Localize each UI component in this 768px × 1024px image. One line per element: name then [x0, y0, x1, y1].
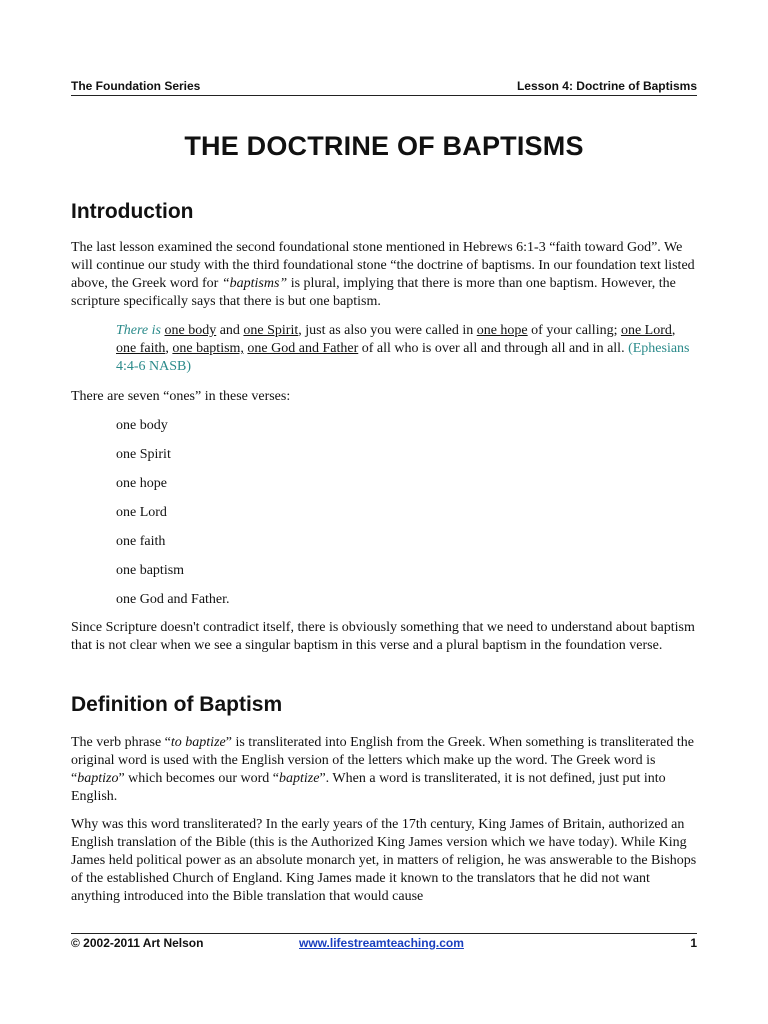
quote-one-lord: one Lord: [620, 323, 672, 338]
quote-text-1: , just as also you were called in: [298, 323, 477, 338]
list-item: one body: [116, 418, 168, 433]
list-item: one hope: [116, 476, 167, 491]
def-p1-text-a: The verb phrase “: [71, 735, 171, 750]
definition-paragraph-2: Why was this word transliterated? In the early years of the 17th century, King James of Britain, authorized an English translation of the Bible (this is the Authorized King James version which we have today). While King James held political power as an absolute monarch yet, in matters of religion, he was answerable to the Bishops of the established Church of England. King James made it known to the translators that he did not want anything introduced into the Bible translation that would cause: [71, 817, 697, 904]
list-item: one God and Father.: [116, 592, 230, 607]
quote-one-spirit: one Spirit: [243, 323, 299, 338]
definition-heading: Definition of Baptism: [71, 693, 283, 716]
quote-text-2: of your calling;: [527, 323, 621, 338]
scripture-reference: (Ephesians 4:4-6 NASB): [116, 341, 690, 374]
page-footer: [71, 936, 697, 952]
series-title: The Foundation Series: [71, 79, 201, 93]
intro-p1-emphasis: “baptisms”: [221, 276, 288, 291]
list-item: one baptism: [116, 563, 185, 578]
quote-one-baptism: one baptism,: [172, 341, 244, 356]
copyright: © 2002-2011 Art Nelson: [71, 936, 204, 950]
definition-paragraph-1: [71, 734, 697, 806]
quote-tail: of all who is over all and through all and in all.: [358, 341, 629, 356]
list-item: one Spirit: [116, 447, 171, 462]
intro-p1-text-b: is plural, implying that there is more than one baptism. However, the scripture specifically says that there is but one baptism.: [71, 276, 676, 309]
quote-one-body: one body: [164, 323, 217, 338]
lesson-title: Lesson 4: Doctrine of Baptisms: [516, 79, 697, 93]
quote-sep-2: ,: [165, 341, 173, 356]
list-item: one faith: [116, 534, 166, 549]
def-p1-text-d: ”. When a word is transliterated, it is not defined, just put into English.: [71, 771, 666, 804]
intro-p1-text-a: The last lesson examined the second foundational stone mentioned in Hebrews 6:1-3 “faith toward God”. We will continue our study with the third foundational stone “the doctrine of baptisms. In our foundation text listed above, the Greek word for: [71, 240, 695, 291]
quote-sep-1: ,: [671, 323, 676, 338]
website-link[interactable]: www.lifestreamteaching.com: [299, 936, 464, 950]
footer-divider: [71, 933, 697, 934]
page-header: [71, 79, 697, 95]
document-title: THE DOCTRINE OF BAPTISMS: [184, 131, 584, 161]
list-item: one Lord: [116, 505, 167, 520]
quote-one-faith: one faith: [116, 341, 166, 356]
def-p1-emphasis-3: baptize: [279, 771, 320, 786]
quote-and: and: [216, 323, 244, 338]
scripture-quote: [116, 322, 696, 376]
introduction-paragraph-3: Since Scripture doesn't contradict itself, there is obviously something that we need to understand about baptism that is not clear when we see a singular baptism in this verse and a plural baptism in the foundation verse.: [71, 620, 695, 653]
page-number: 1: [690, 936, 697, 950]
def-p1-text-c: ” which becomes our word “: [118, 771, 280, 786]
quote-one-hope: one hope: [476, 323, 528, 338]
introduction-paragraph-1: [71, 239, 697, 311]
def-p1-text-b: ” is transliterated into English from the Greek. When something is transliterated the original word is used with the English version of the letters which make up the word. The Greek word is “: [71, 735, 694, 786]
introduction-paragraph-2: There are seven “ones” in these verses:: [71, 389, 291, 404]
ones-list: [116, 417, 230, 620]
quote-one-god: one God and Father: [247, 341, 359, 356]
introduction-heading: Introduction: [71, 200, 194, 223]
def-p1-emphasis-1: to baptize: [170, 735, 226, 750]
header-divider: [71, 95, 697, 96]
quote-there-is: There is: [116, 323, 161, 338]
def-p1-emphasis-2: baptizo: [77, 771, 119, 786]
